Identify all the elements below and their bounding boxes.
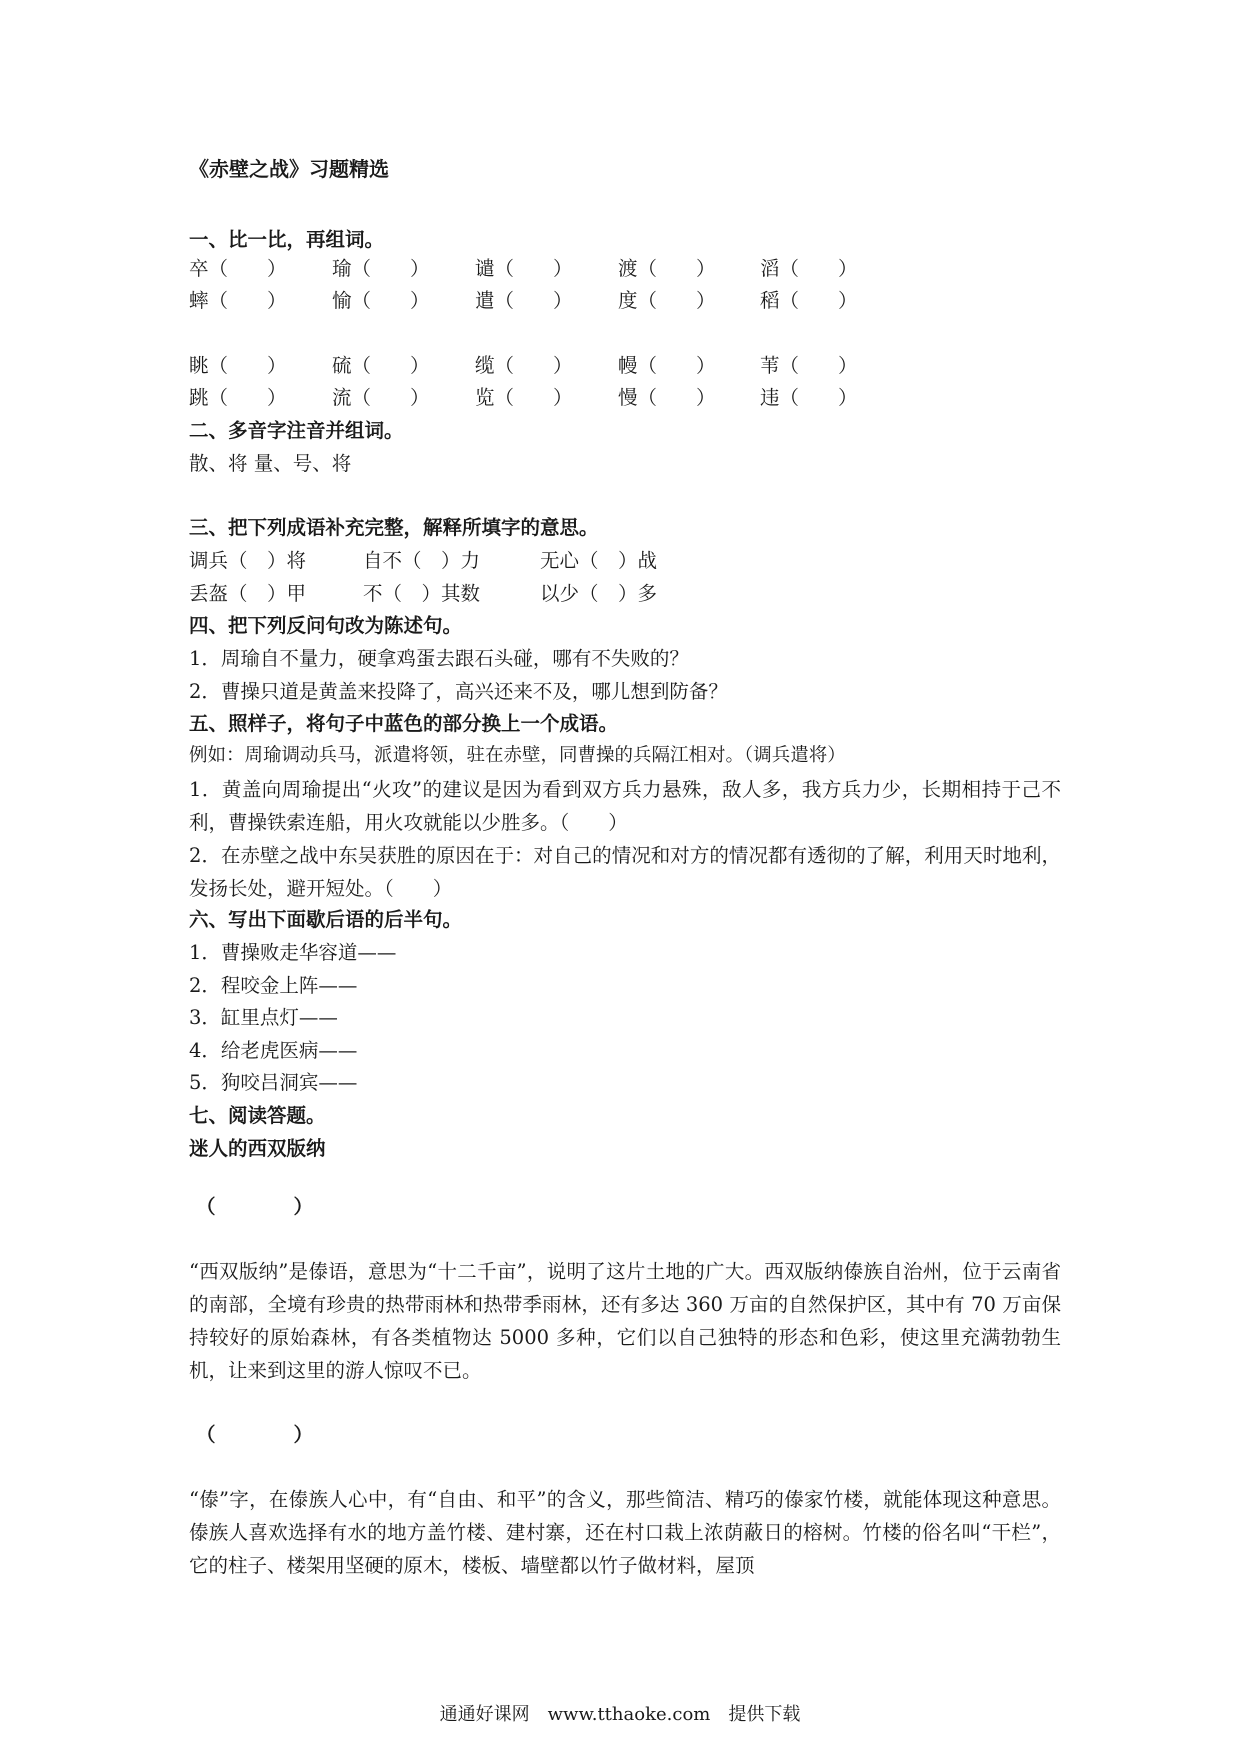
grid-cell: 缆（ ） <box>475 354 573 377</box>
section-6-heading: 六、写出下面歇后语的后半句。 <box>189 908 463 931</box>
grid-cell: 慢（ ） <box>618 386 716 409</box>
list-item: 1．曹操败走华容道—— <box>189 941 397 964</box>
idiom-item: 无心（ ）战 <box>540 549 658 572</box>
grid-cell: 愉（ ） <box>332 289 430 312</box>
grid-cell: 眺（ ） <box>189 354 287 377</box>
grid-cell: 览（ ） <box>475 386 573 409</box>
grid-cell: 流（ ） <box>332 386 430 409</box>
polyphone-line: 散、将 量、号、将 <box>189 452 352 475</box>
page-footer: 通通好课网 www.tthaoke.com 提供下载 <box>439 1704 801 1725</box>
grid-cell: 卒（ ） <box>189 257 287 280</box>
grid-cell: 渡（ ） <box>618 257 716 280</box>
grid-cell: 遣（ ） <box>475 289 573 312</box>
section-1-heading: 一、比一比，再组词。 <box>189 228 385 251</box>
grid-cell: 违（ ） <box>760 386 858 409</box>
section-5-heading: 五、照样子，将句子中蓝色的部分换上一个成语。 <box>189 712 619 735</box>
answer-blank: （ ） <box>196 1195 314 1218</box>
idiom-item: 以少（ ）多 <box>540 582 658 605</box>
grid-cell: 滔（ ） <box>760 257 858 280</box>
section-2-heading: 二、多音字注音并组词。 <box>189 419 404 442</box>
question-item: 2．曹操只道是黄盖来投降了，高兴还来不及，哪儿想到防备？ <box>189 680 728 703</box>
list-item: 5．狗咬吕洞宾—— <box>189 1071 358 1094</box>
list-item: 4．给老虎医病—— <box>189 1039 358 1062</box>
grid-cell: 谴（ ） <box>475 257 573 280</box>
document-title: 《赤壁之战》习题精选 <box>189 157 389 181</box>
section-4-heading: 四、把下列反问句改为陈述句。 <box>189 614 463 637</box>
grid-cell: 蟀（ ） <box>189 289 287 312</box>
idiom-item: 自不（ ）力 <box>363 549 481 572</box>
question-item: 1．周瑜自不量力，硬拿鸡蛋去跟石头碰，哪有不失败的？ <box>189 647 689 670</box>
grid-cell: 幔（ ） <box>618 354 716 377</box>
example-line: 例如：周瑜调动兵马，派遣将领，驻在赤壁，同曹操的兵隔江相对。（调兵遣将） <box>189 745 846 766</box>
idiom-item: 不（ ）其数 <box>363 582 481 605</box>
idiom-item: 丢盔（ ）甲 <box>189 582 307 605</box>
grid-cell: 跳（ ） <box>189 386 287 409</box>
grid-cell: 稻（ ） <box>760 289 858 312</box>
grid-cell: 苇（ ） <box>760 354 858 377</box>
list-item: 3．缸里点灯—— <box>189 1006 338 1029</box>
reading-paragraph: “傣”字，在傣族人心中，有“自由、和平”的含义，那些简洁、精巧的傣家竹楼，就能体现这种意思。傣族人喜欢选择有水的地方盖竹楼、建村寨，还在村口栽上浓荫蔽日的榕树。竹楼的俗名叫“干栏”，它的柱子、楼架用坚硬的原木，楼板、墙壁都以竹子做材料，屋顶 <box>189 1488 1061 1577</box>
idiom-item: 调兵（ ）将 <box>189 549 307 572</box>
grid-cell: 度（ ） <box>618 289 716 312</box>
grid-cell: 瑜（ ） <box>332 257 430 280</box>
answer-blank: （ ） <box>196 1423 314 1446</box>
reading-title: 迷人的西双版纳 <box>189 1137 326 1160</box>
question-item: 2．在赤壁之战中东吴获胜的原因在于：对自己的情况和对方的情况都有透彻的了解，利用天时地利，发扬长处，避开短处。（ ） <box>189 844 1061 900</box>
question-item: 1．黄盖向周瑜提出“火攻”的建议是因为看到双方兵力悬殊，敌人多，我方兵力少，长期相持于己不利，曹操铁索连船，用火攻就能以少胜多。（ ） <box>189 778 1061 834</box>
grid-cell: 硫（ ） <box>332 354 430 377</box>
section-3-heading: 三、把下列成语补充完整，解释所填字的意思。 <box>189 516 599 539</box>
reading-paragraph: “西双版纳”是傣语，意思为“十二千亩”，说明了这片土地的广大。西双版纳傣族自治州，位于云南省的南部，全境有珍贵的热带雨林和热带季雨林，还有多达 360 万亩的自然保护区，其中有 70 万亩保持较好的原始森林，有各类植物达 5000 多种，它们以自己独特的形态和色彩，使这里充满勃勃生机，让来到这里的游人惊叹不已。 <box>189 1260 1061 1382</box>
list-item: 2．程咬金上阵—— <box>189 974 358 997</box>
section-7-heading: 七、阅读答题。 <box>189 1104 326 1127</box>
